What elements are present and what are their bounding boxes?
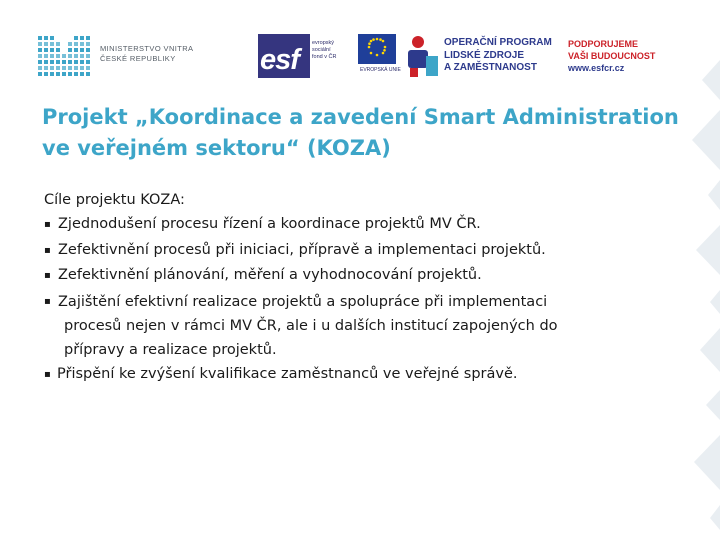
esf-logo	[258, 34, 401, 78]
goals-heading: Cíle projektu KOZA:	[44, 192, 185, 208]
eu-label: EVROPSKÁ UNIE	[360, 67, 401, 73]
goal-text: Zefektivnění procesů při iniciaci, přípravě a implementaci projektů.	[58, 241, 546, 258]
goal-text-line3: přípravy a realizace projektů.	[64, 341, 277, 358]
op-line3: A ZAMĚSTNANOST	[444, 62, 537, 73]
logo-bar	[0, 0, 720, 95]
page-title	[42, 102, 682, 164]
bullet: ▪	[44, 219, 51, 230]
goal-text: Zefektivnění plánování, měření a vyhodnocování projektů.	[58, 267, 482, 283]
goal-list	[44, 212, 644, 387]
list-item	[44, 263, 644, 289]
ministry-name-line1: MINISTERSTVO VNITRA	[100, 44, 194, 53]
esf-text-line3: fond v ČR	[312, 54, 337, 60]
ministry-name-line2: ČESKÉ REPUBLIKY	[100, 54, 176, 63]
bullet: ▪	[44, 295, 51, 307]
support-slogan	[568, 38, 655, 74]
op-line2: LIDSKÉ ZDROJE	[444, 49, 525, 61]
list-item	[44, 238, 644, 264]
slogan-line1: PODPORUJEME	[568, 39, 639, 49]
esf-url[interactable]: www.esfcr.cz	[568, 63, 625, 73]
goal-text-line1: Zajištění efektivní realizace projektů a spolupráce při implementaci	[58, 293, 548, 310]
list-item	[44, 289, 644, 362]
goal-text: Zjednodušení procesu řízení a koordinace projektů MV ČR.	[58, 216, 481, 232]
mvcr-dot-grid-icon	[36, 34, 94, 76]
esf-text-line2: sociální	[312, 47, 331, 53]
bullet: ▪	[44, 368, 51, 380]
op-lzz-figure-icon	[404, 34, 440, 78]
list-item	[44, 212, 644, 238]
title-line2: ve veřejném sektoru“ (KOZA)	[42, 136, 391, 160]
bullet: ▪	[44, 270, 51, 281]
goal-text-line2: procesů nejen v rámci MV ČR, ale i u dalších institucí zapojených do	[64, 317, 558, 334]
decorative-pattern	[680, 60, 720, 540]
esf-text-line1: evropský	[312, 40, 335, 46]
project-goals	[44, 190, 644, 387]
slogan-line2: VAŠI BUDOUCNOST	[568, 51, 656, 61]
op-lzz-logo	[404, 34, 564, 78]
title-line1: Projekt „Koordinace a zavedení Smart Administration	[42, 105, 679, 129]
bullet: ▪	[44, 244, 51, 256]
op-line1: OPERAČNÍ PROGRAM	[444, 37, 552, 48]
goal-text: Přispění ke zvýšení kvalifikace zaměstnanců ve veřejné správě.	[57, 365, 518, 382]
list-item	[40, 362, 644, 388]
esf-wordmark: esf	[260, 44, 299, 76]
